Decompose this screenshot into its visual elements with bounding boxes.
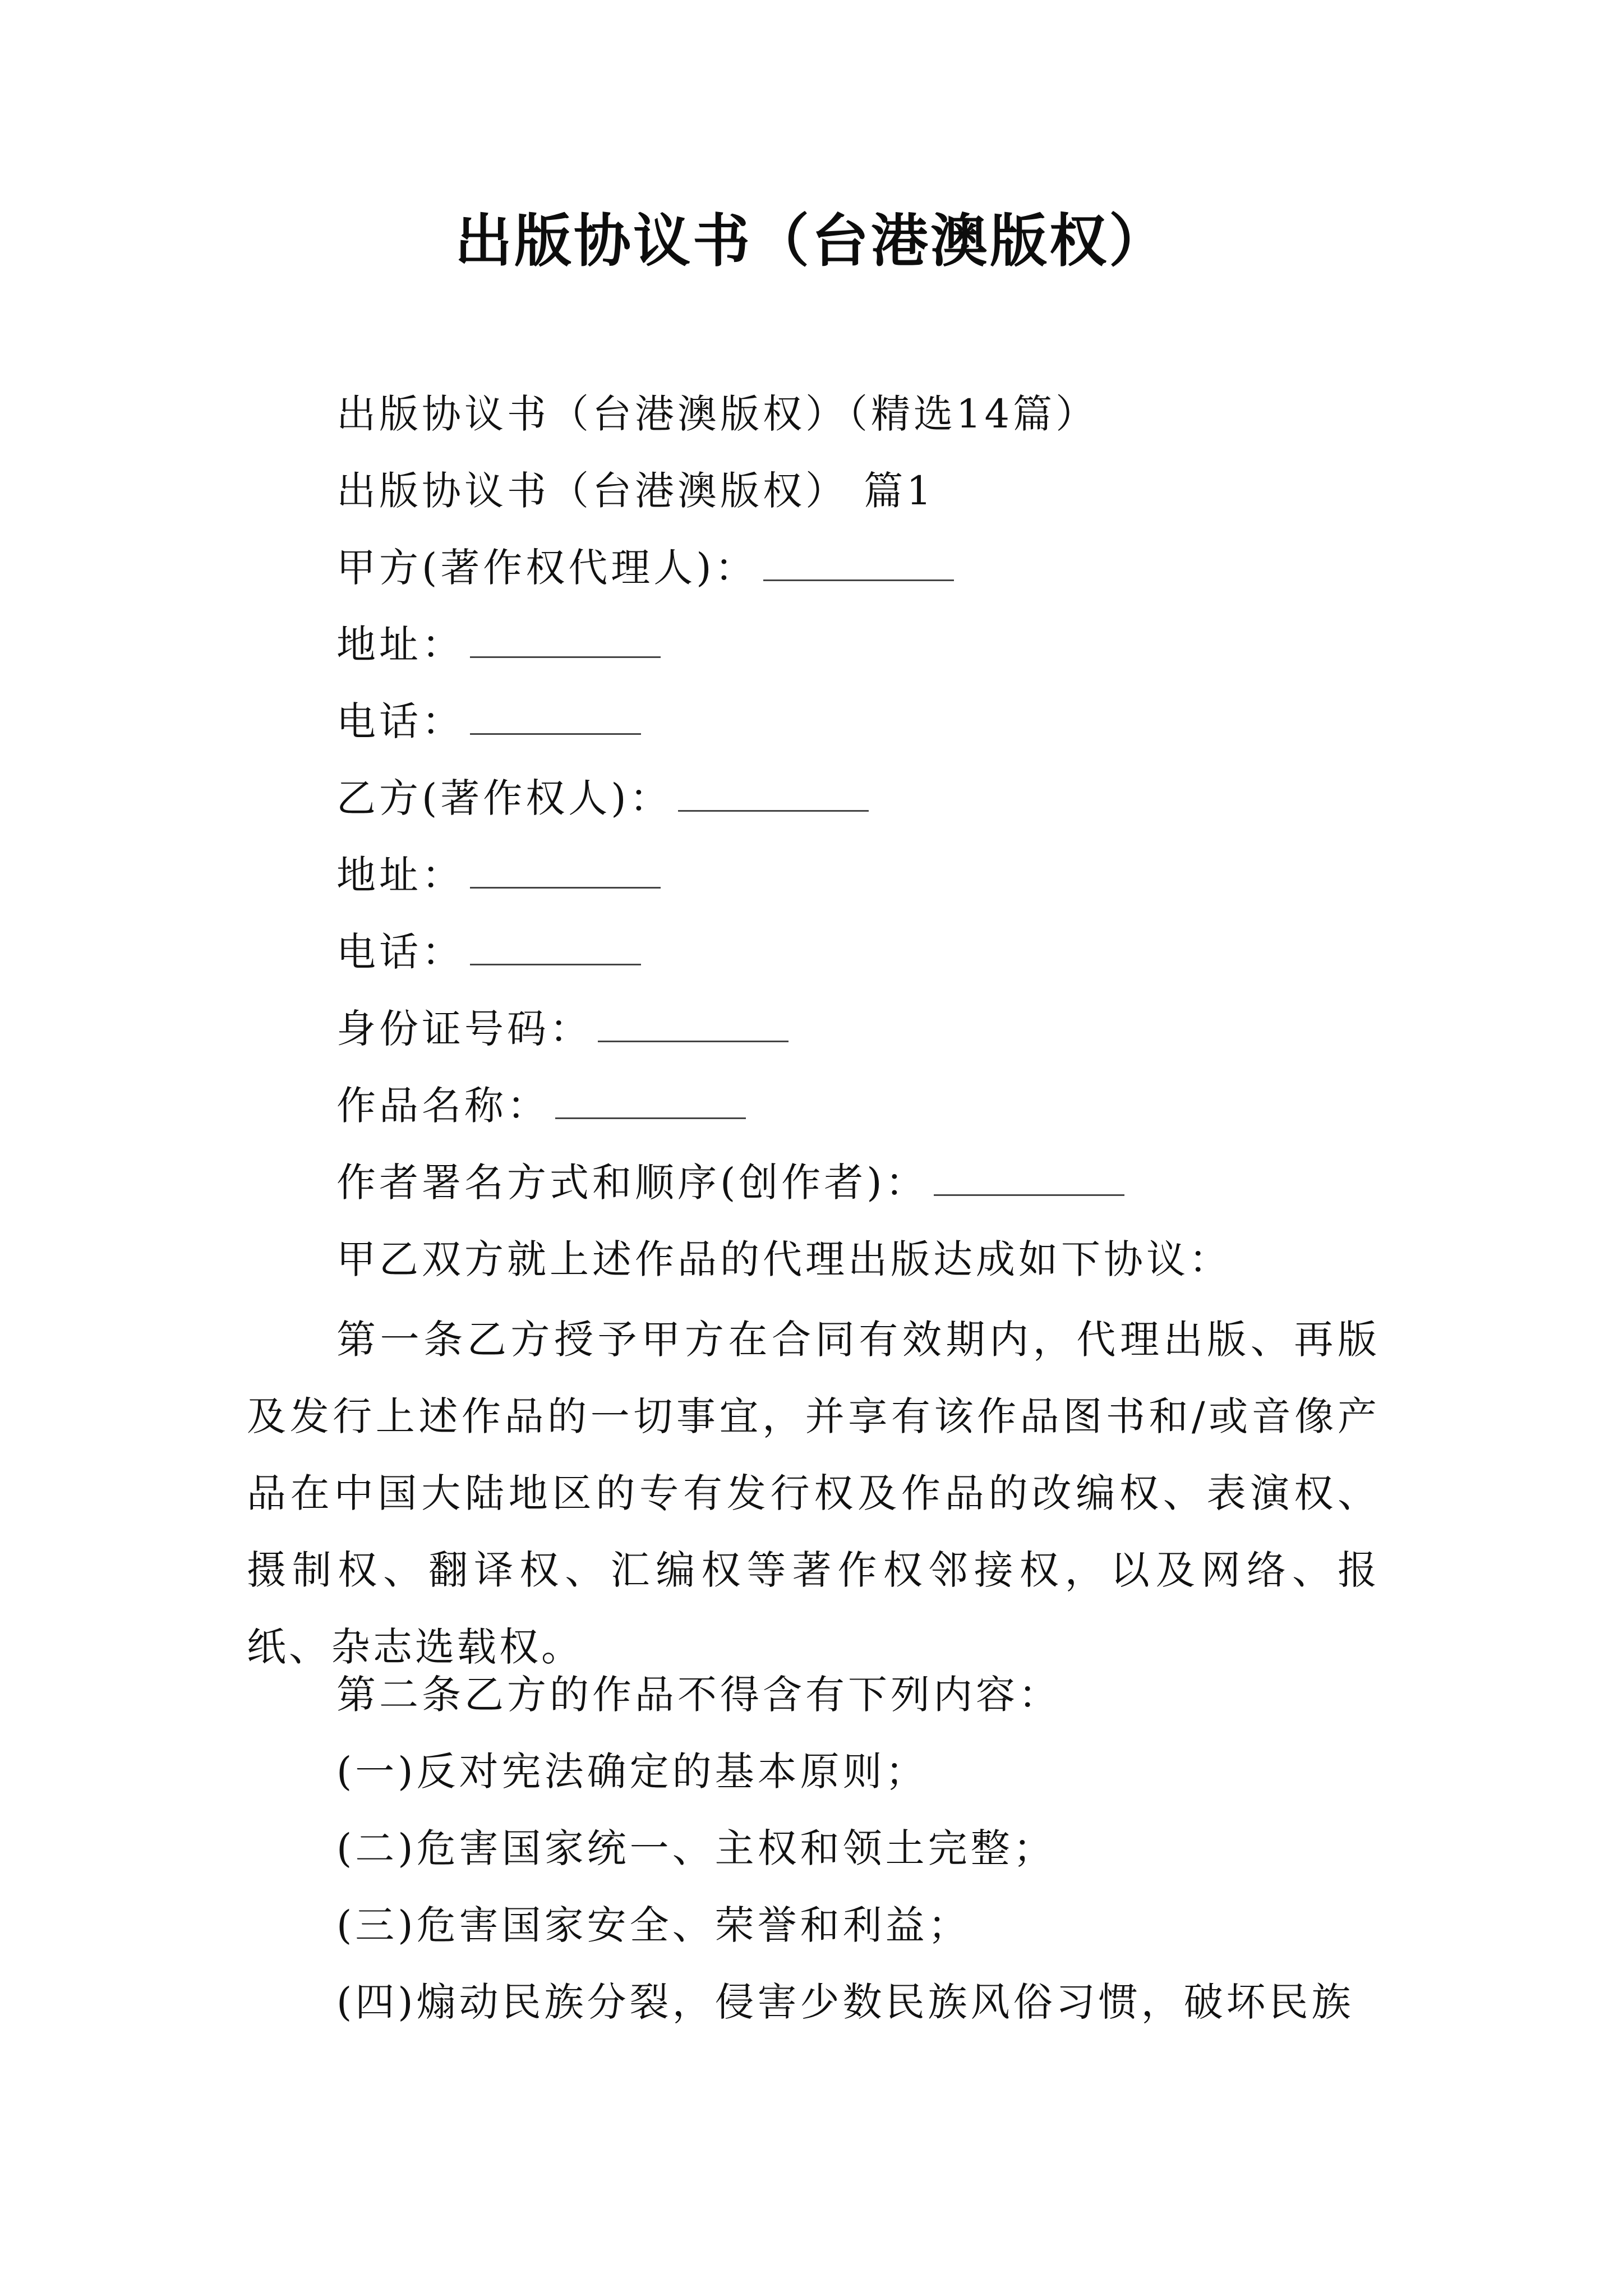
- party-b-phone-label: 电话：: [336, 929, 464, 975]
- article-1-paragraph: 第一条乙方授予甲方在合同有效期内，代理出版、再版及发行上述作品的一切事宜，并享有该作品图书和/或音像产品在中国大陆地区的专有发行权及作品的改编权、表演权、摄制权、翻译权、汇编权等著作权邻接权，以及网络、报纸、杂志选载权。: [247, 1317, 1380, 1670]
- id-number-blank[interactable]: [598, 1001, 789, 1042]
- party-a-label: 甲方(著作权代理人)：: [336, 545, 758, 591]
- id-number-label: 身份证号码：: [336, 1006, 592, 1052]
- article-2-paragraph: 第二条乙方的作品不得含有下列内容：: [336, 1672, 1061, 1718]
- party-a-blank[interactable]: [763, 540, 954, 581]
- id-number-field: [336, 1001, 789, 1057]
- list-item: (二)危害国家统一、主权和领土完整；: [336, 1825, 1056, 1871]
- document-subtitle: 出版协议书（台港澳版权）（精选14篇）: [336, 391, 1099, 437]
- party-b-address-blank[interactable]: [470, 848, 661, 889]
- work-title-field: [336, 1078, 746, 1134]
- party-a-address-blank[interactable]: [470, 617, 661, 658]
- list-item: (三)危害国家安全、荣誉和利益；: [336, 1902, 971, 1948]
- work-title-label: 作品名称：: [336, 1083, 550, 1129]
- party-b-blank[interactable]: [678, 771, 869, 812]
- party-a-phone-label: 电话：: [336, 698, 464, 744]
- party-b-address-field: [336, 847, 661, 903]
- party-a-phone-field: [336, 693, 641, 749]
- party-b-label: 乙方(著作权人)：: [336, 775, 672, 821]
- party-a-field: [336, 540, 954, 596]
- party-b-address-label: 地址：: [336, 852, 464, 898]
- document-title: 出版协议书（台港澳版权）: [455, 208, 1168, 275]
- party-b-phone-field: [336, 924, 641, 980]
- party-a-address-label: 地址：: [336, 622, 464, 668]
- author-signature-label: 作者署名方式和顺序(创作者)：: [336, 1159, 928, 1205]
- list-item: (四)煽动民族分裂，侵害少数民族风俗习惯，破坏民族: [336, 1979, 1354, 2025]
- party-b-field: [336, 770, 869, 826]
- party-a-phone-blank[interactable]: [470, 694, 641, 735]
- author-signature-blank[interactable]: [934, 1155, 1124, 1196]
- intro-paragraph: 甲乙双方就上述作品的代理出版达成如下协议：: [336, 1236, 1232, 1282]
- author-signature-field: [336, 1154, 1124, 1211]
- work-title-blank[interactable]: [555, 1078, 746, 1119]
- party-a-address-field: [336, 616, 661, 673]
- chapter-heading: 出版协议书（台港澳版权） 篇1: [336, 468, 935, 514]
- list-item: (一)反对宪法确定的基本原则；: [336, 1749, 928, 1795]
- party-b-phone-blank[interactable]: [470, 924, 641, 965]
